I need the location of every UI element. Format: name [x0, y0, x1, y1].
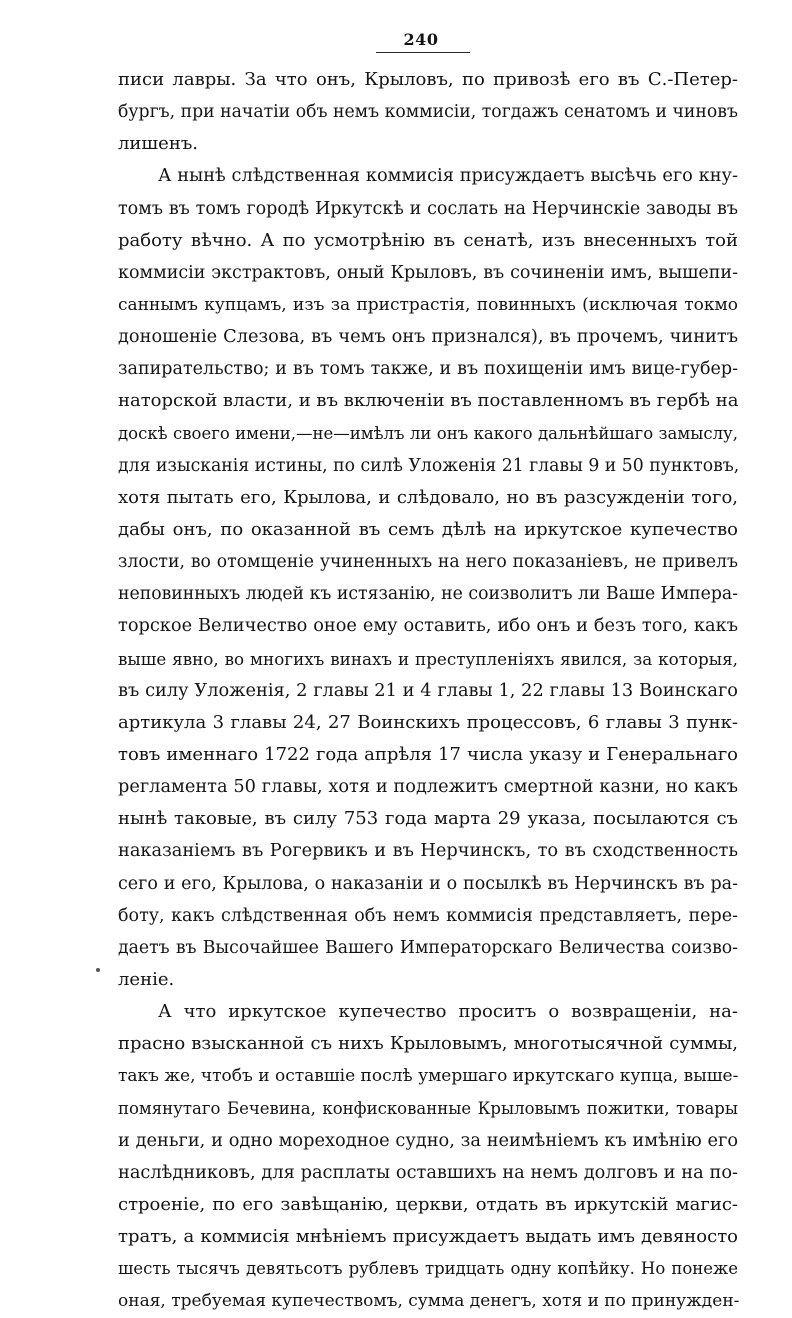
paragraph	[118, 160, 738, 996]
text-line: шесть тысячъ девятьсотъ рублевъ тридцать одну копѣйку. Но понеже	[118, 1259, 738, 1279]
text-line: наслѣдниковъ, для расплаты оставшихъ на немъ долговъ и на по-	[118, 1162, 738, 1183]
text-line: доношеніе Слезова, въ чемъ онъ признался), въ прочемъ, чинитъ	[118, 327, 738, 348]
text-line: запирательство; и въ томъ также, и въ похищеніи имъ вице-губер-	[118, 359, 738, 380]
text-line: коммисіи экстрактовъ, оный Крыловъ, въ сочиненіи имъ, вышепи-	[118, 262, 738, 283]
text-line: и деньги, и одно мореходное судно, за неимѣніемъ къ имѣнію его	[118, 1130, 738, 1151]
text-line: товъ именнаго 1722 года апрѣля 17 числа указу и Генеральнаго	[118, 743, 738, 765]
scan-artifact-dot	[96, 968, 100, 972]
paragraph	[118, 996, 738, 1317]
text-line: томъ въ томъ городѣ Иркутскѣ и сослать на Нерчинскіе заводы въ	[118, 198, 738, 219]
text-line: хотя пытать его, Крылова, и слѣдовало, но въ разсужденіи того,	[118, 486, 738, 508]
paragraph	[118, 64, 738, 160]
text-line: выше явно, во многихъ винахъ и преступленіяхъ явился, за которыя,	[118, 648, 738, 669]
text-line: тратъ, а коммисія мнѣніемъ присуждаетъ выдать имъ девяносто	[118, 1226, 738, 1248]
text-line: артикула 3 главы 24, 27 Воинскихъ процессовъ, 6 главы 3 пунк-	[118, 711, 738, 733]
text-line: злости, во отомщеніе учиненныхъ на него показаніевъ, не привелъ	[118, 552, 738, 573]
page-number: 240	[403, 30, 439, 49]
text-line: А нынѣ слѣдственная коммисія присуждаетъ высѣчь его кну-	[158, 166, 738, 187]
text-line: такъ же, чтобъ и оставшіе послѣ умершаго иркутскаго купца, выше-	[118, 1066, 739, 1087]
text-line: помянутаго Бечевина, конфискованные Крыловымъ пожитки, товары	[118, 1098, 738, 1118]
text-line: нынѣ таковые, въ силу 753 года марта 29 указа, посылаются съ	[118, 808, 738, 830]
text-line: доскѣ своего имени,—не—имѣлъ ли онъ какого дальнѣйшаго замыслу,	[118, 423, 738, 443]
text-line: А что иркутское купечество проситъ о возвращеніи, на-	[158, 1001, 738, 1023]
text-line: даетъ въ Высочайшее Вашего Императорскаго Величества соизво-	[118, 937, 738, 958]
text-line: въ силу Уложенія, 2 главы 21 и 4 главы 1, 22 главы 13 Воинскаго	[118, 680, 738, 701]
text-line: строеніе, по его завѣщанію, церкви, отдать въ иркутскій магис-	[118, 1193, 738, 1215]
text-line: неповинныхъ людей къ истязанію, не соизволитъ ли Ваше Импера-	[118, 584, 738, 605]
text-line: прасно взысканной съ нихъ Крыловымъ, многотысячной суммы,	[118, 1033, 738, 1055]
text-line: саннымъ купцамъ, изъ за пристрастія, повинныхъ (исключая токмо	[118, 294, 738, 315]
text-line: оная, требуемая купечествомъ, сумма денегъ, хотя и по принужден-	[118, 1291, 740, 1312]
text-line: сего и его, Крылова, о наказаніи и о посылкѣ въ Нерчинскъ въ ра-	[118, 873, 738, 894]
text-line: писи лавры. За что онъ, Крыловъ, по привозѣ его въ С.-Петер-	[118, 69, 738, 90]
text-line: боту, какъ слѣдственная объ немъ коммисія представляетъ, пере-	[118, 905, 738, 926]
text-line: бургъ, при начатіи объ немъ коммисіи, тогдажъ сенатомъ и чиновъ	[118, 102, 738, 123]
header-rule	[376, 52, 470, 53]
text-line: для изысканія истины, по силѣ Уложенія 21 главы 9 и 50 пунктовъ,	[118, 455, 740, 476]
text-line: работу вѣчно. А по усмотрѣнію въ сенатѣ, изъ внесенныхъ той	[118, 229, 738, 251]
text-line: лишенъ.	[118, 133, 198, 155]
text-line: регламента 50 главы, хотя и подлежитъ смертной казни, но какъ	[118, 777, 738, 798]
text-line: леніе.	[118, 968, 175, 990]
text-line: дабы онъ, по оказанной въ семъ дѣлѣ на иркутское купечество	[118, 518, 738, 540]
text-line: наторской власти, и въ включеніи въ поставленномъ въ гербѣ на	[118, 390, 739, 412]
body-text	[118, 64, 738, 1317]
text-line: наказаніемъ въ Рогервикъ и въ Нерчинскъ, то въ сходственность	[118, 841, 738, 862]
text-line: торское Величество оное ему оставить, ибо онъ и безъ того, какъ	[118, 616, 738, 637]
